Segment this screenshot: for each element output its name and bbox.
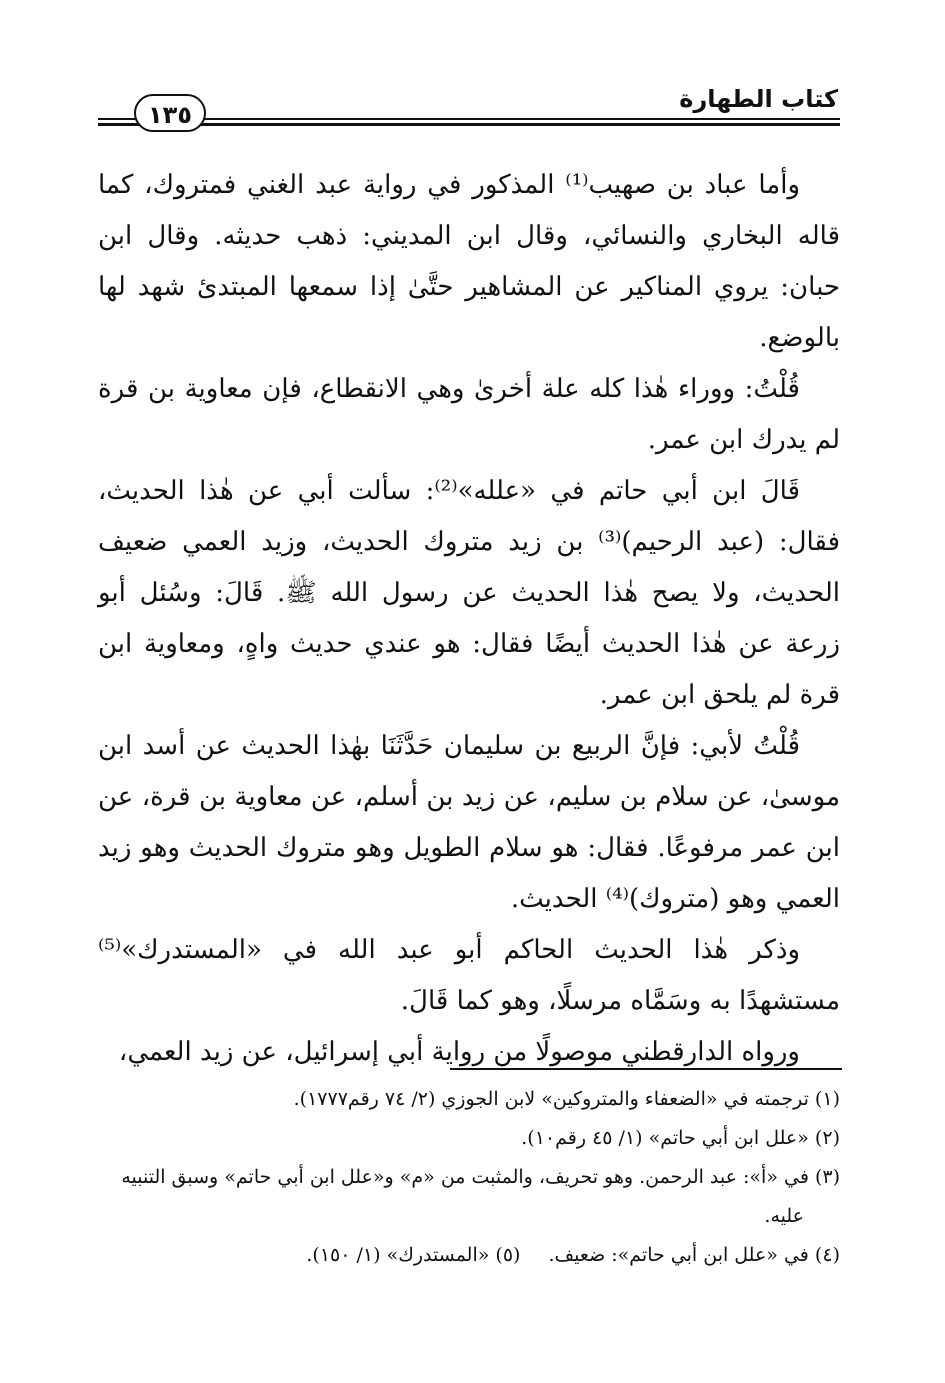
- paragraph: قُلْتُ لأبي: فإنَّ الربيع بن سليمان حَدَّثَنَا بهٰذا الحديث عن أسد ابن موسىٰ، عن سلام بن سليم، عن زيد بن أسلم، عن معاوية بن قرة، عن ابن عمر مرفوعًا. فقال: هو سلام الطويل وهو متروك الحديث وهو زيد العمي وهو (متروك)⁽⁴⁾ الحديث.: [98, 731, 840, 914]
- footnote-row: [98, 1236, 840, 1275]
- paragraph: ورواه الدارقطني موصولًا من رواية أبي إسرائيل، عن زيد العمي،: [118, 1037, 800, 1067]
- footnote: (١) ترجمته في «الضعفاء والمتروكين» لابن الجوزي (٢/ ٧٤ رقم١٧٧٧).: [293, 1088, 840, 1110]
- footnotes: [98, 1080, 840, 1275]
- paragraph: قُلْتُ: ووراء هٰذا كله علة أخرىٰ وهي الانقطاع، فإن معاوية بن قرة لم يدرك ابن عمر.: [98, 374, 840, 455]
- paragraph: وذكر هٰذا الحديث الحاكم أبو عبد الله في «المستدرك»⁽⁵⁾ مستشهدًا به وسَمَّاه مرسلًا، وهو كما قَالَ.: [98, 935, 840, 1016]
- header-rule: [98, 118, 840, 126]
- footnote: (٢) «علل ابن أبي حاتم» (١/ ٤٥ رقم١٠).: [521, 1127, 840, 1149]
- paragraph: وأما عباد بن صهيب⁽¹⁾ المذكور في رواية عبد الغني فمتروك، كما قاله البخاري والنسائي، وقال ابن المديني: ذهب حديثه. وقال ابن حبان: يروي المناكير عن المشاهير حتَّىٰ إذا سمعها المبتدئ شهد لها بالوضع.: [98, 170, 840, 353]
- main-text: [98, 160, 840, 1078]
- footnote: (٥) «المستدرك» (١/ ١٥٠).: [306, 1244, 521, 1266]
- footnote: (٤) في «علل ابن أبي حاتم»: ضعيف.: [548, 1244, 840, 1266]
- paragraph: قَالَ ابن أبي حاتم في «علله»⁽²⁾: سألت أبي عن هٰذا الحديث، فقال: (عبد الرحيم)⁽³⁾ بن زيد متروك الحديث، وزيد العمي ضعيف الحديث، ولا يصح هٰذا الحديث عن رسول الله ﷺ. قَالَ: وسُئل أبو زرعة عن هٰذا الحديث أيضًا فقال: هو عندي حديث واهٍ، ومعاوية ابن قرة لم يلحق ابن عمر.: [98, 476, 841, 710]
- page-header: [98, 78, 840, 136]
- book-title: كتاب الطهارة: [679, 85, 838, 113]
- page-number: ١٣٥: [134, 94, 206, 132]
- footnote-separator: [450, 1068, 842, 1070]
- footnote: (٣) في «أ»: عبد الرحمن. وهو تحريف، والمثبت من «م» و«علل ابن أبي حاتم» وسبق التنبيه عليه.: [121, 1166, 840, 1227]
